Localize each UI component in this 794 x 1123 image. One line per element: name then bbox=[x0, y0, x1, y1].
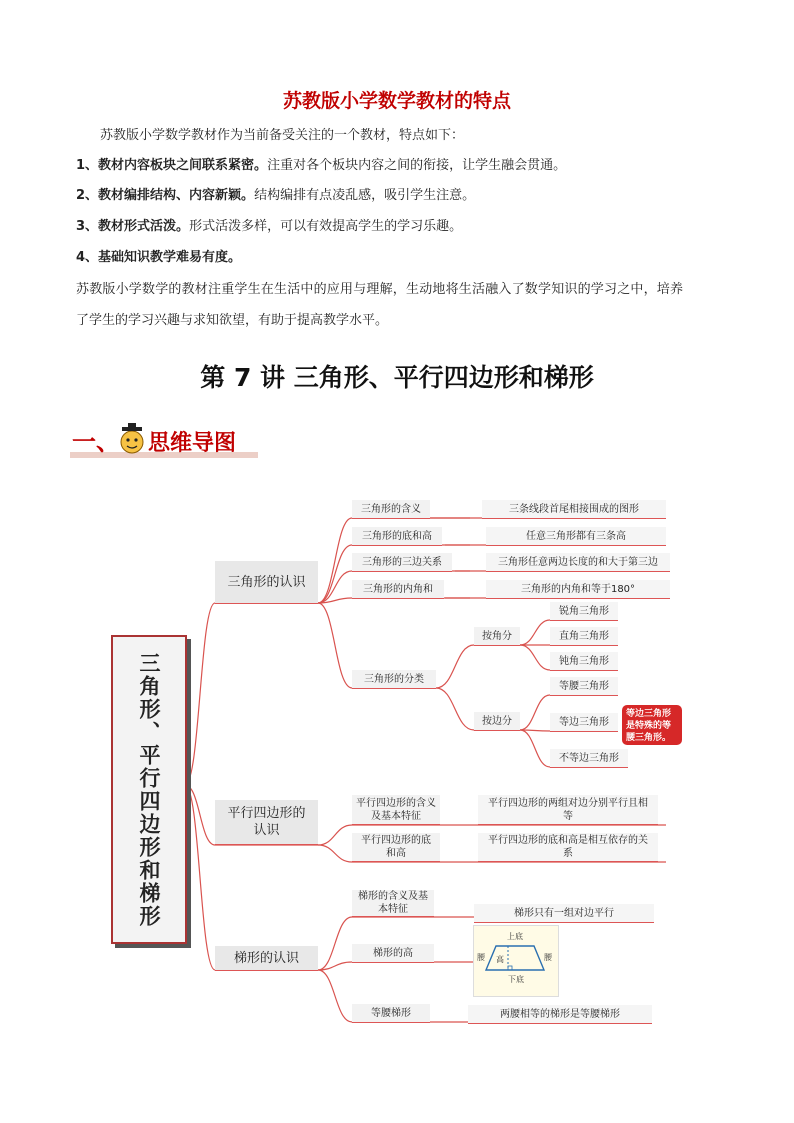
node-para-base-height: 平行四边形的底和高 bbox=[352, 833, 440, 862]
node-trap-height: 梯形的高 bbox=[352, 944, 434, 963]
node-trap-isosceles: 等腰梯形 bbox=[352, 1004, 430, 1023]
trap-height-label: 高 bbox=[496, 955, 504, 964]
desc-tri-base-height: 任意三角形都有三条高 bbox=[486, 527, 666, 546]
node-parallelogram: 平行四边形的认识 bbox=[215, 800, 318, 845]
node-trapezoid: 梯形的认识 bbox=[215, 946, 318, 971]
intro-text: 苏教版小学数学教材作为当前备受关注的一个教材，特点如下： bbox=[100, 128, 465, 143]
trap-right-label: 腰 bbox=[544, 953, 552, 962]
desc-para-base-height: 平行四边形的底和高是相互依存的关系 bbox=[478, 833, 658, 862]
feature-1-text: 注重对各个板块内容之间的衔接，让学生融会贯通。 bbox=[267, 158, 567, 173]
node-tri-definition: 三角形的含义 bbox=[352, 500, 430, 519]
trapezoid-shape-icon bbox=[474, 926, 558, 996]
mindmap-root: 三角形、平行四边形和梯形 bbox=[111, 635, 187, 944]
summary-line-1: 苏教版小学数学的教材注重学生在生活中的应用与理解，生动地将生活融入了数学知识的学习之中，培养 bbox=[76, 282, 684, 297]
banner-text: 思维导图 bbox=[148, 430, 237, 456]
leaf-isosceles: 等腰三角形 bbox=[550, 677, 618, 696]
feature-2-bold: 教材编排结构、内容新颖。 bbox=[98, 188, 255, 203]
feature-3-bold: 教材形式活泼。 bbox=[98, 219, 190, 234]
leaf-acute: 锐角三角形 bbox=[550, 602, 618, 621]
page-title: 苏教版小学数学教材的特点 bbox=[282, 90, 511, 112]
feature-1-bold: 教材内容板块之间联系紧密。 bbox=[98, 158, 268, 173]
feature-4-num: 4、 bbox=[76, 250, 99, 265]
leaf-scalene: 不等边三角形 bbox=[550, 749, 628, 768]
leaf-equilateral: 等边三角形 bbox=[550, 713, 618, 732]
node-tri-sides: 三角形的三边关系 bbox=[352, 553, 452, 572]
feature-3-num: 3、 bbox=[76, 219, 99, 234]
desc-para-definition: 平行四边形的两组对边分别平行且相等 bbox=[478, 795, 658, 825]
node-trap-definition: 梯形的含义及基本特征 bbox=[352, 890, 434, 917]
feature-3-text: 形式活泼多样，可以有效提高学生的学习乐趣。 bbox=[189, 219, 463, 234]
trap-left-label: 腰 bbox=[477, 953, 485, 962]
node-para-definition: 平行四边形的含义及基本特征 bbox=[352, 795, 440, 825]
node-triangle: 三角形的认识 bbox=[215, 561, 318, 604]
feature-1-num: 1、 bbox=[76, 158, 99, 173]
trap-bottom-label: 下底 bbox=[508, 975, 524, 984]
leaf-obtuse: 钝角三角形 bbox=[550, 652, 618, 671]
node-tri-base-height: 三角形的底和高 bbox=[352, 527, 442, 546]
node-by-angle: 按角分 bbox=[474, 627, 520, 646]
leaf-right: 直角三角形 bbox=[550, 627, 618, 646]
node-by-side: 按边分 bbox=[474, 712, 520, 731]
desc-tri-angles: 三角形的内角和等于180° bbox=[486, 580, 670, 599]
equilateral-callout: 等边三角形是特殊的等腰三角形。 bbox=[622, 705, 682, 745]
banner-prefix: 一、 bbox=[72, 428, 120, 456]
feature-2-text: 结构编排有点凌乱感，吸引学生注意。 bbox=[254, 188, 476, 203]
feature-4-bold: 基础知识教学难易有度。 bbox=[98, 250, 242, 265]
desc-tri-definition: 三条线段首尾相接围成的图形 bbox=[482, 500, 666, 519]
desc-trap-isosceles: 两腰相等的梯形是等腰梯形 bbox=[468, 1005, 652, 1024]
feature-2-num: 2、 bbox=[76, 188, 99, 203]
desc-trap-definition: 梯形只有一组对边平行 bbox=[474, 904, 654, 923]
node-tri-angles: 三角形的内角和 bbox=[352, 580, 444, 599]
trap-top-label: 上底 bbox=[507, 932, 523, 941]
node-tri-classify: 三角形的分类 bbox=[352, 670, 436, 689]
summary-line-2: 了学生的学习兴趣与求知欲望，有助于提高教学水平。 bbox=[76, 313, 389, 328]
desc-tri-sides: 三角形任意两边长度的和大于第三边 bbox=[486, 553, 670, 572]
lecture-title: 第 7 讲 三角形、平行四边形和梯形 bbox=[200, 363, 594, 392]
trapezoid-diagram bbox=[473, 925, 559, 997]
